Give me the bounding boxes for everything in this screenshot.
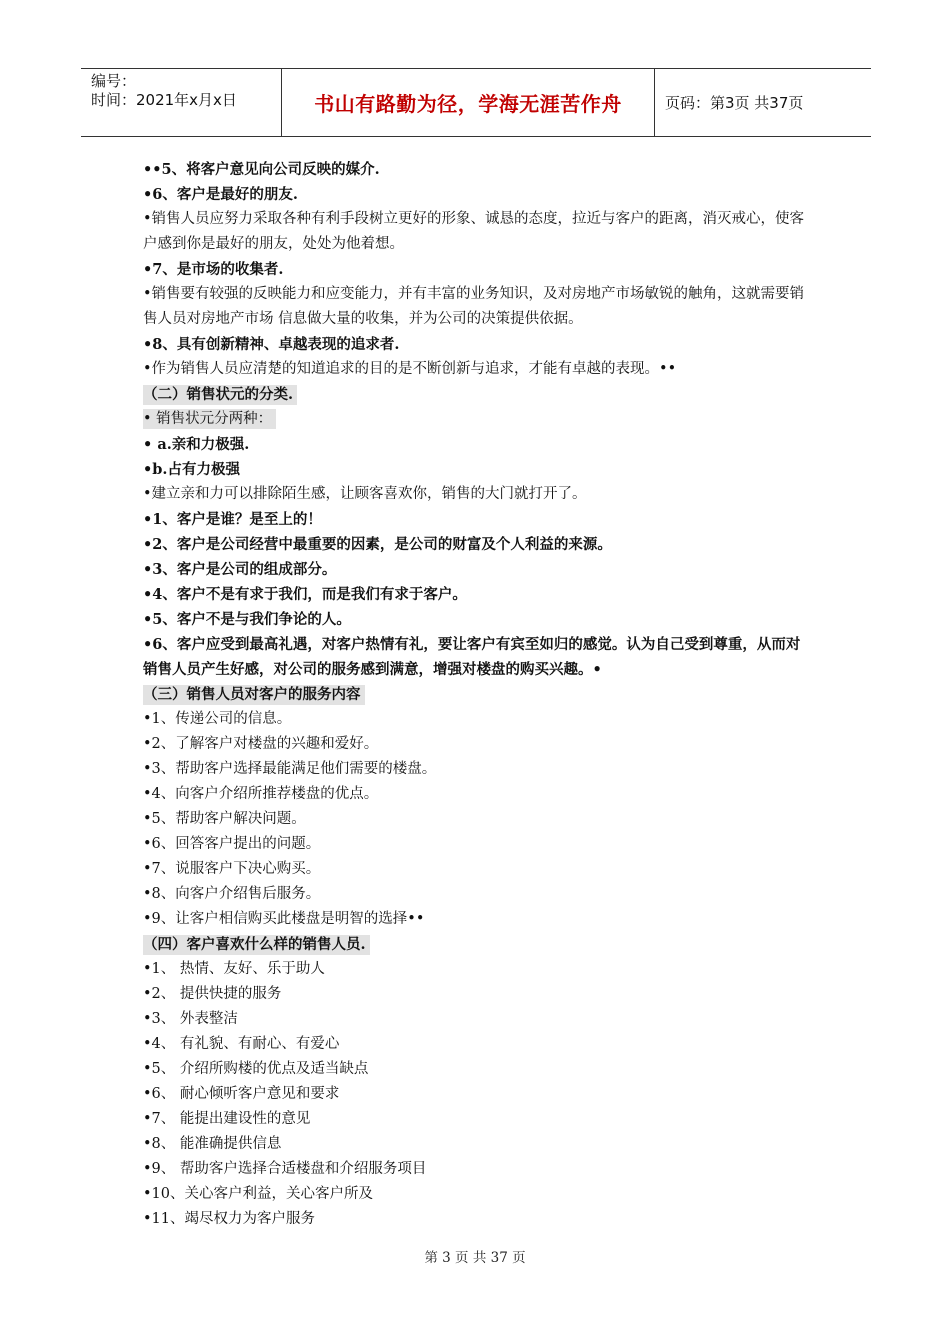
list-item: •7、 能提出建设性的意见	[143, 1111, 311, 1127]
header-meta-cell	[81, 69, 282, 136]
section-heading-text: （三）销售人员对客户的服务内容	[143, 685, 365, 705]
body-line: •4、客户不是有求于我们，而是我们有求于客户。	[143, 586, 467, 603]
document-header	[81, 68, 871, 137]
page-footer: 第 3 页 共 37 页	[424, 1250, 526, 1266]
body-line: ••5、将客户意见向公司反映的媒介.	[143, 161, 380, 178]
section-heading-text: （四）客户喜欢什么样的销售人员.	[143, 935, 370, 955]
list-item: •3、帮助客户选择最能满足他们需要的楼盘。	[143, 761, 437, 777]
body-paragraph: •销售要有较强的反映能力和应变能力，并有丰富的业务知识，及对房地产市场敏锐的触角，这就需要销售人员对房地产市场 信息做大量的收集，并为公司的决策提供依据。	[143, 286, 805, 327]
header-page-cell	[655, 69, 871, 136]
section-heading	[143, 932, 813, 957]
list-item: •5、帮助客户解决问题。	[143, 811, 306, 827]
highlighted-line-text: • 销售状元分两种：	[143, 409, 276, 429]
body-line: •6、客户是最好的朋友.	[143, 186, 298, 203]
list-item: •3、 外表整洁	[143, 1011, 238, 1027]
section-heading	[143, 382, 813, 407]
list-item: •2、了解客户对楼盘的兴趣和爱好。	[143, 736, 379, 752]
list-item: •10、关心客户利益，关心客户所及	[143, 1186, 374, 1202]
list-item: •4、 有礼貌、有耐心、有爱心	[143, 1036, 340, 1052]
list-item: •1、 热情、友好、乐于助人	[143, 961, 325, 977]
list-item: •8、 能准确提供信息	[143, 1136, 282, 1152]
body-line: •7、是市场的收集者.	[143, 261, 284, 278]
body-line: •5、客户不是与我们争论的人。	[143, 611, 351, 628]
list-item: •7、说服客户下决心购买。	[143, 861, 321, 877]
body-line: •1、客户是谁？是至上的！	[143, 511, 322, 528]
body-paragraph: •销售人员应努力采取各种有利手段树立更好的形象、诚恳的态度，拉近与客户的距离，消灭戒心，使客户感到你是最好的朋友，处处为他着想。	[143, 211, 805, 252]
list-item: •4、向客户介绍所推荐楼盘的优点。	[143, 786, 379, 802]
list-item: •11、竭尽权力为客户服务	[143, 1211, 316, 1227]
body-line: •2、客户是公司经营中最重要的因素，是公司的财富及个人利益的来源。	[143, 536, 612, 553]
body-line: •b.占有力极强	[143, 461, 240, 478]
body-line: •作为销售人员应清楚的知道追求的目的是不断创新与追求，才能有卓越的表现。••	[143, 361, 677, 377]
body-line: •建立亲和力可以排除陌生感，让顾客喜欢你，销售的大门就打开了。	[143, 486, 587, 502]
header-motto-cell	[282, 69, 655, 136]
body-line	[143, 407, 813, 432]
list-item: •1、传递公司的信息。	[143, 711, 292, 727]
list-item: •2、 提供快捷的服务	[143, 986, 282, 1002]
body-line: •3、客户是公司的组成部分。	[143, 561, 337, 578]
body-line: • a.亲和力极强.	[143, 436, 250, 453]
list-item: •9、 帮助客户选择合适楼盘和介绍服务项目	[143, 1161, 427, 1177]
list-item: •8、向客户介绍售后服务。	[143, 886, 321, 902]
section-heading	[143, 682, 813, 707]
body-paragraph: •6、客户应受到最高礼遇，对客户热情有礼，要让客户有宾至如归的感觉。认为自己受到尊重，从而对销售人员产生好感，对公司的服务感到满意，增强对楼盘的购买兴趣。•	[143, 636, 801, 678]
list-item: •6、 耐心倾听客户意见和要求	[143, 1086, 340, 1102]
list-item: •6、回答客户提出的问题。	[143, 836, 321, 852]
section-heading-text: （二）销售状元的分类.	[143, 385, 297, 405]
document-date-label: 时间：2021年x月x日	[91, 91, 237, 109]
header-motto: 书山有路勤为径，学海无涯苦作舟	[314, 92, 622, 116]
document-body	[143, 157, 813, 1232]
body-line: •8、具有创新精神、卓越表现的追求者.	[143, 336, 400, 353]
header-page-info: 页码：第3页 共37页	[665, 94, 804, 112]
list-item: •9、让客户相信购买此楼盘是明智的选择••	[143, 911, 425, 927]
list-item: •5、 介绍所购楼的优点及适当缺点	[143, 1061, 369, 1077]
document-number-label: 编号：	[91, 72, 137, 90]
